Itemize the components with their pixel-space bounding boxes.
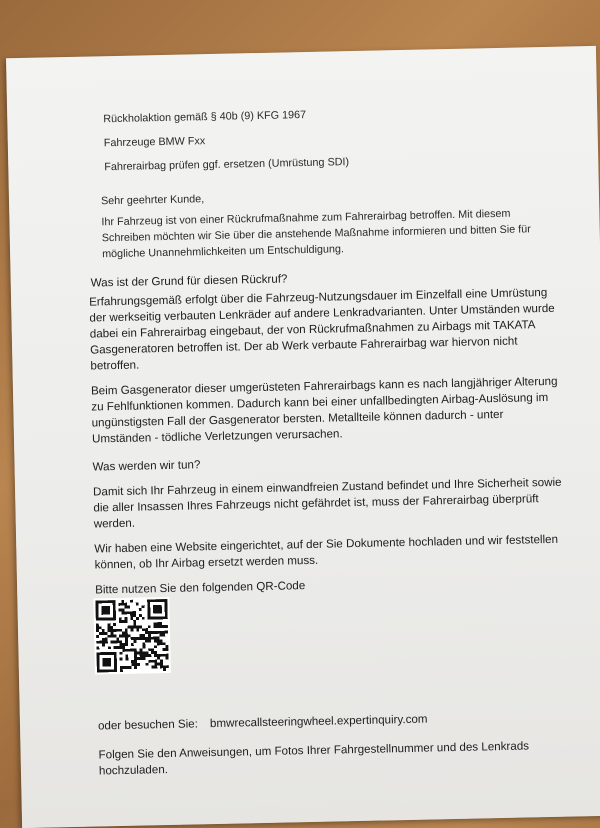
paragraph-line: Umständen - tödliche Verletzungen verursachen. xyxy=(91,427,343,446)
paragraph-line: die aller Insassen Ihres Fahrzeugs nicht gefährdet ist, muss der Fahrerairbag überprüft xyxy=(93,492,539,515)
paragraph-line: Gasgeneratoren betroffen ist. Der ab Werk verbaute Fahrerairbag war hiervon nicht xyxy=(89,334,518,357)
paragraph-line: Damit sich Ihr Fahrzeug in einem einwandfreien Zustand befindet und Ihre Sicherheit sowie xyxy=(92,475,562,499)
intro-line: Ihr Fahrzeug ist von einer Rückrufmaßnahme zum Fahrerairbag betroffen. Mit diesem xyxy=(101,207,511,229)
qr-code[interactable] xyxy=(93,597,171,675)
qr-prompt: Bitte nutzen Sie den folgenden QR-Code xyxy=(95,579,306,597)
question-action-heading: Was werden wir tun? xyxy=(92,458,201,474)
paragraph-line: Folgen Sie den Anweisungen, um Fotos Ihrer Fahrgestellnummer und des Lenkrads xyxy=(98,739,530,762)
recall-website-link[interactable]: bmwrecallsteeringwheel.expertinquiry.com xyxy=(209,712,428,731)
paragraph-line: betroffen. xyxy=(90,358,140,373)
paragraph-line: Wir haben eine Website eingerichtet, auf der Sie Dokumente hochladen und wir feststellen xyxy=(94,532,559,556)
paragraph-line: ungünstigsten Fall der Gasgenerator bersten. Metallteile können dadurch - unter xyxy=(91,407,504,430)
qr-code-icon xyxy=(95,599,168,672)
paragraph-line: der werkseitig verbauten Lenkräder auf andere Lenkradvarianten. Unter Umständen wurde xyxy=(89,301,555,325)
paragraph-line: Beim Gasgenerator dieser umgerüsteten Fahrerairbags kann es nach langjähriger Alterung xyxy=(90,374,558,398)
recall-letter xyxy=(6,46,600,828)
intro-line: mögliche Unannehmlichkeiten um Entschuldigung. xyxy=(102,243,345,261)
question-reason-heading: Was ist der Grund für diesen Rückruf? xyxy=(90,272,288,290)
paragraph-line: werden. xyxy=(93,516,136,531)
header-vehicle-line: Fahrzeuge BMW Fxx xyxy=(103,135,206,150)
visit-label: oder besuchen Sie: xyxy=(97,717,199,733)
paragraph-line: hochzuladen. xyxy=(98,763,169,778)
paragraph-line: Erfahrungsgemäß erfolgt über die Fahrzeug-Nutzungsdauer im Einzelfall eine Umrüstung xyxy=(88,285,548,309)
paragraph-line: können, ob Ihr Airbag ersetzt werden muss. xyxy=(94,553,319,572)
salutation: Sehr geehrter Kunde, xyxy=(100,193,205,208)
paragraph-line: zu Fehlfunktionen kommen. Dadurch kann bei einer unfallbedingten Airbag-Auslösung im xyxy=(91,390,549,414)
header-measure-line: Fahrerairbag prüfen ggf. ersetzen (Umrüstung SDI) xyxy=(104,156,350,174)
intro-line: Schreiben möchten wir Sie über die anstehende Maßnahme informieren und bitten Sie für xyxy=(101,223,531,245)
paragraph-line: dabei ein Fahrerairbag eingebaut, der von Rückrufmaßnahmen zu Airbags mit TAKATA xyxy=(89,318,536,341)
header-recall-reference: Rückholaktion gemäß § 40b (9) KFG 1967 xyxy=(103,108,307,126)
